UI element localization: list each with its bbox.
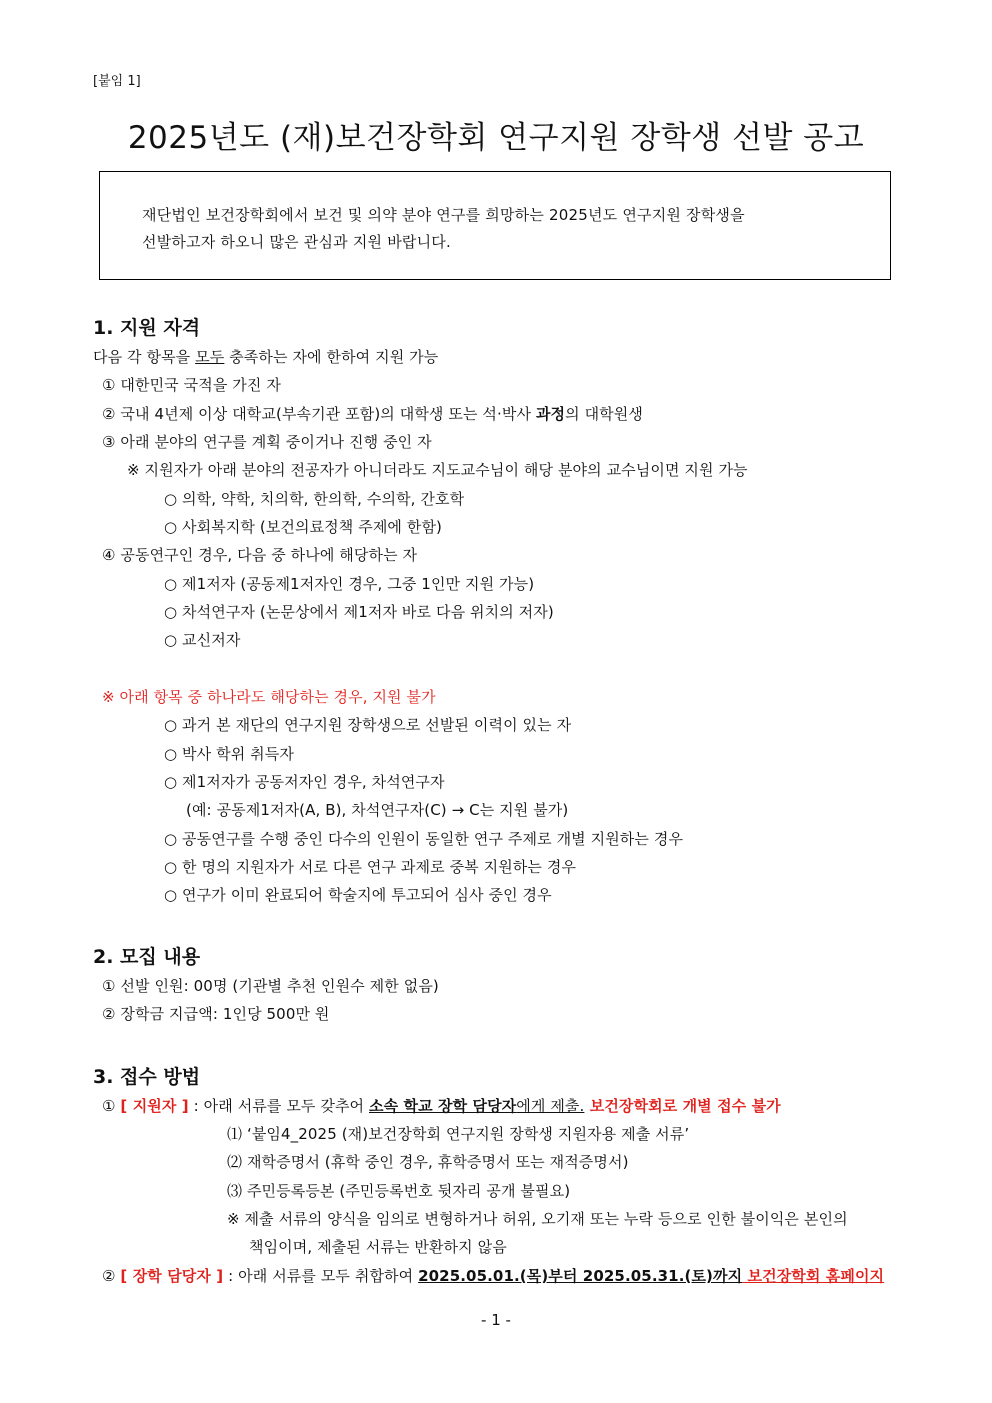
intro-box [99, 171, 891, 280]
recruitment-item-2: ② 장학금 지급액: 1인당 500만 원 [102, 1005, 330, 1023]
document-item-3: ⑶ 주민등록등본 (주민등록번호 뒷자리 공개 불필요) [227, 1182, 571, 1200]
lead-text-b: 충족하는 자에 한하여 지원 가능 [224, 348, 439, 366]
applicant-submit-suffix: 에게 제출. [516, 1097, 585, 1115]
ineligible-item-3-example: (예: 공동제1저자(A, B), 차석연구자(C) → C는 지원 불가) [186, 801, 569, 819]
section-3-heading: 3. 접수 방법 [93, 1066, 201, 1088]
ineligible-item-4: ○ 공동연구를 수행 중인 다수의 인원이 동일한 연구 주제로 개별 지원하는 경우 [164, 830, 684, 848]
ineligible-warning: ※ 아래 항목 중 하나라도 해당하는 경우, 지원 불가 [102, 688, 436, 706]
ineligible-item-6: ○ 연구가 이미 완료되어 학술지에 투고되어 심사 중인 경우 [164, 886, 552, 904]
lead-text-underlined: 모두 [195, 348, 225, 366]
officer-deadline: 2025.05.01.(목)부터 2025.05.31.(토)까지 [418, 1267, 743, 1285]
document-note-line-1: ※ 제출 서류의 양식을 임의로 변형하거나 허위, 오기재 또는 누락 등으로 인한 불이익은 본인의 [227, 1210, 848, 1228]
page-title: 2025년도 (재)보건장학회 연구지원 장학생 선발 공고 [127, 120, 865, 156]
qualification-item-1: ① 대한민국 국적을 가진 자 [102, 376, 281, 394]
officer-text: : 아래 서류를 모두 취합하여 [223, 1267, 419, 1285]
ineligible-item-5: ○ 한 명의 지원자가 서로 다른 연구 과제로 중복 지원하는 경우 [164, 858, 577, 876]
applicant-text: : 아래 서류를 모두 갖추어 [188, 1097, 370, 1115]
ineligible-item-3: ○ 제1저자가 공동저자인 경우, 차석연구자 [164, 773, 445, 791]
applicant-no-direct: 보건장학회로 개별 접수 불가 [584, 1097, 781, 1115]
section-1-lead [93, 346, 438, 367]
applicant-num: ① [102, 1097, 121, 1115]
officer-homepage: 보건장학회 홈페이지 [742, 1267, 885, 1285]
section-1-heading: 1. 지원 자격 [93, 317, 201, 339]
officer-instruction [102, 1265, 884, 1286]
qualification-item-2 [102, 403, 643, 424]
qualification-item-3: ③ 아래 분야의 연구를 계획 중이거나 진행 중인 자 [102, 433, 432, 451]
document-item-1: ⑴ ‘붙임4_2025 (재)보건장학회 연구지원 장학생 지원자용 제출 서류’ [227, 1125, 690, 1143]
officer-num: ② [102, 1267, 121, 1285]
item-2-text-c: 의 대학원생 [565, 405, 643, 423]
field-list-item-1: ○ 의학, 약학, 치의학, 한의학, 수의학, 간호학 [164, 490, 465, 508]
applicant-tag: [ 지원자 ] [120, 1097, 189, 1115]
recruitment-item-1: ① 선발 인원: 00명 (기관별 추천 인원수 제한 없음) [102, 977, 439, 995]
applicant-submit-target: 소속 학교 장학 담당자 [369, 1097, 517, 1115]
intro-line-1: 재단법인 보건장학회에서 보건 및 의약 분야 연구를 희망하는 2025년도 연구지원 장학생을 [142, 206, 745, 224]
intro-line-2: 선발하고자 하오니 많은 관심과 지원 바랍니다. [142, 233, 451, 251]
lead-text-a: 다음 각 항목을 [93, 348, 196, 366]
officer-tag: [ 장학 담당자 ] [120, 1267, 224, 1285]
attachment-label: [붙임 1] [93, 74, 141, 89]
qualification-item-4: ④ 공동연구인 경우, 다음 중 하나에 해당하는 자 [102, 546, 418, 564]
qualification-item-3-note: ※ 지원자가 아래 분야의 전공자가 아니더라도 지도교수님이 해당 분야의 교수님이면 지원 가능 [127, 461, 748, 479]
joint-research-item-1: ○ 제1저자 (공동제1저자인 경우, 그중 1인만 지원 가능) [164, 575, 535, 593]
section-2-heading: 2. 모집 내용 [93, 946, 201, 968]
document-item-2: ⑵ 재학증명서 (휴학 중인 경우, 휴학증명서 또는 재적증명서) [227, 1153, 629, 1171]
joint-research-item-3: ○ 교신저자 [164, 631, 241, 649]
field-list-item-2: ○ 사회복지학 (보건의료정책 주제에 한함) [164, 518, 443, 536]
page-number: - 1 - [481, 1311, 511, 1329]
ineligible-item-1: ○ 과거 본 재단의 연구지원 장학생으로 선발된 이력이 있는 자 [164, 716, 572, 734]
item-2-text-a: ② 국내 4년제 이상 대학교(부속기관 포함)의 대학생 또는 석·박사 [102, 405, 536, 423]
ineligible-item-2: ○ 박사 학위 취득자 [164, 745, 294, 763]
applicant-instruction [102, 1095, 781, 1116]
joint-research-item-2: ○ 차석연구자 (논문상에서 제1저자 바로 다음 위치의 저자) [164, 603, 554, 621]
item-2-bold: 과정 [535, 405, 566, 423]
document-note-line-2: 책임이며, 제출된 서류는 반환하지 않음 [249, 1238, 507, 1256]
